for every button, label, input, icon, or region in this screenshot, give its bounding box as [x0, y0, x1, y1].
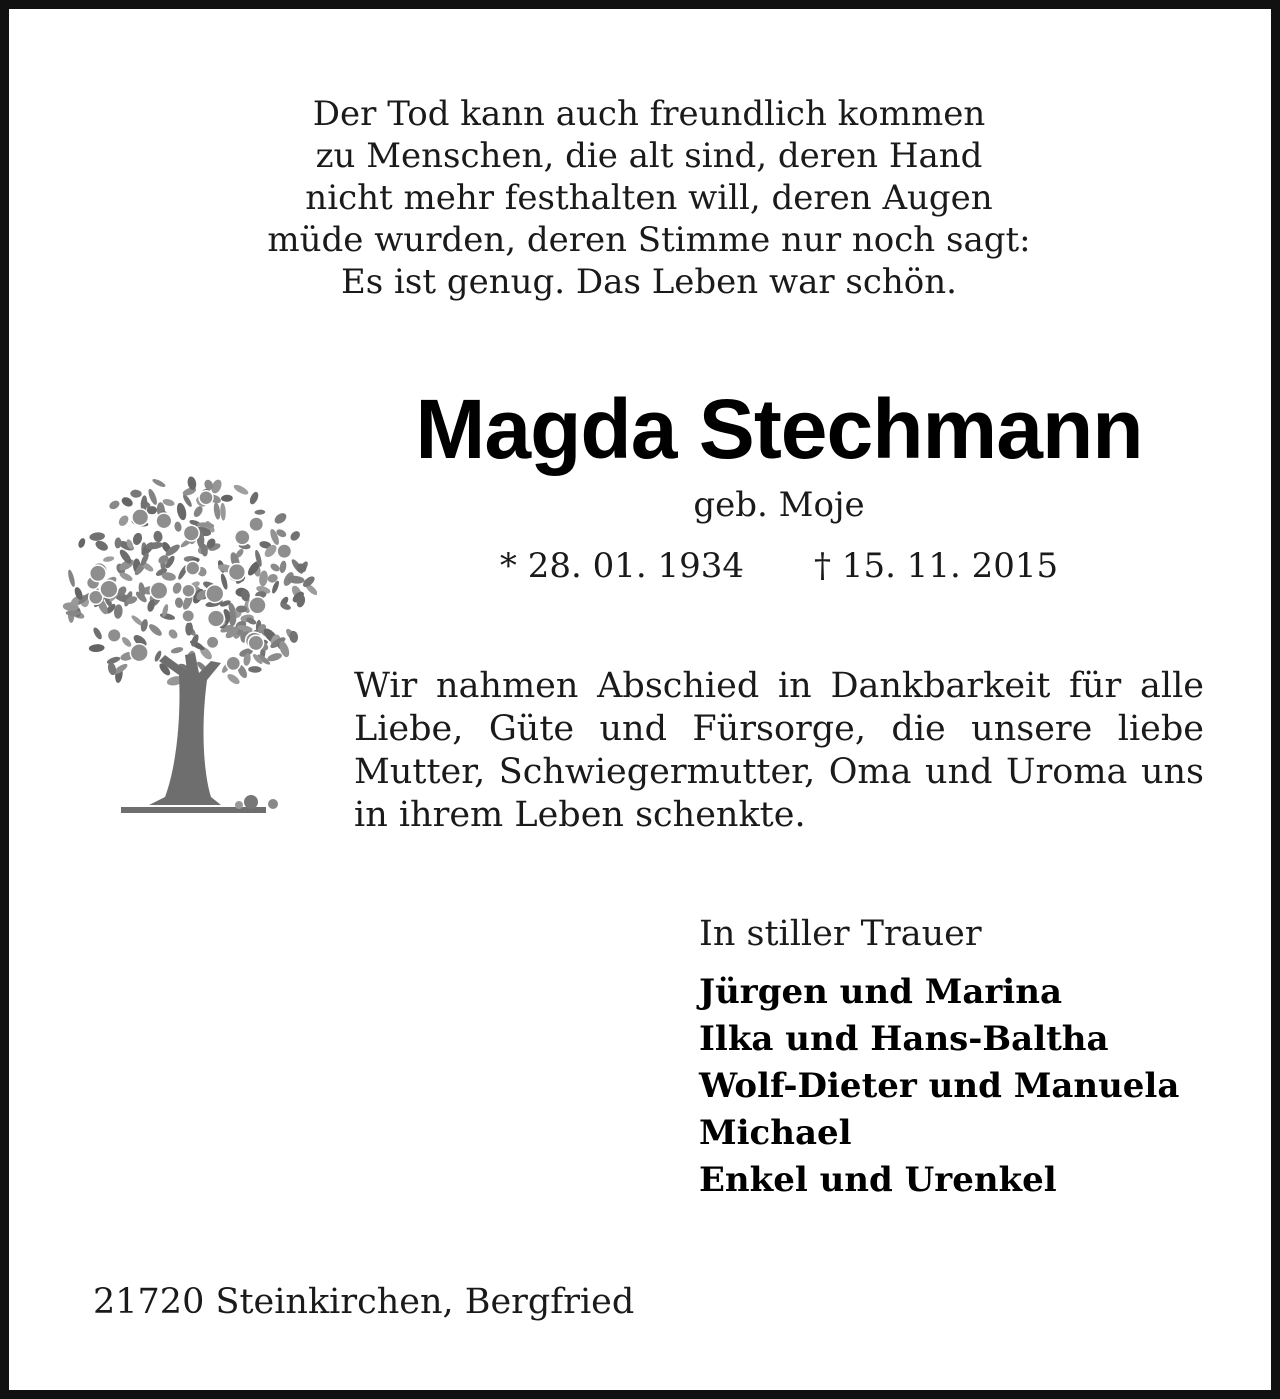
mourners-list [699, 969, 1179, 1204]
tree-leaf [174, 521, 183, 532]
tree-apple [100, 580, 118, 598]
tree-apple [130, 644, 148, 662]
tree-apple [183, 525, 199, 541]
tree-apple [248, 635, 263, 650]
tree-leaf [131, 532, 143, 546]
tree-leaf [248, 491, 260, 506]
tree-apple [277, 544, 291, 558]
tree-leaf [175, 502, 187, 521]
location: 21720 Steinkirchen, Bergfried [93, 1282, 635, 1322]
tree-apple [156, 513, 172, 529]
tree-leaf [269, 562, 281, 573]
poem-line: nicht mehr festhalten will, deren Augen [305, 178, 993, 218]
mourner-name: Michael [699, 1113, 852, 1153]
tree-apple [226, 656, 240, 670]
tree-leaf [159, 612, 175, 621]
tree-leaf [192, 505, 204, 519]
tree-apple [235, 530, 250, 545]
tree-leaf [120, 635, 133, 648]
tree-apple [182, 584, 195, 597]
tree-apple [208, 610, 225, 627]
tree-leaf [254, 509, 265, 515]
tree-leaf [279, 560, 287, 574]
mourner-name: Enkel und Urenkel [699, 1160, 1057, 1200]
tree-leaf [67, 569, 76, 587]
maiden-name: geb. Moje [693, 485, 865, 525]
tree-apple [249, 517, 263, 531]
tree-apple [150, 582, 167, 599]
tree-leaf [167, 628, 179, 641]
tree-leaf [103, 555, 115, 562]
tree-leaf [147, 622, 164, 638]
tree-leaf [171, 582, 182, 595]
poem [9, 93, 1280, 303]
mourner-name: Jürgen und Marina [699, 972, 1062, 1012]
tree-leaf [220, 503, 226, 521]
tree-apple [182, 610, 194, 622]
tree-leaf [108, 499, 121, 511]
tree-apple [249, 597, 266, 614]
tree-leaf [170, 646, 184, 654]
tree-leaf [120, 495, 134, 508]
tree-leaf [140, 618, 149, 632]
mourning-title: In stiller Trauer [699, 914, 982, 954]
tree-leaf [89, 532, 105, 542]
death-date: † 15. 11. 2015 [814, 546, 1059, 586]
tree-apple [132, 509, 149, 526]
tree-leaf [92, 626, 104, 640]
tree-apple [90, 565, 106, 581]
poem-line: müde wurden, deren Stimme nur noch sagt: [267, 220, 1031, 260]
mourner-name: Wolf-Dieter und Manuela [699, 1066, 1180, 1106]
tree-apple [107, 629, 121, 643]
tree-leaf [221, 495, 233, 502]
tree-apple [206, 585, 224, 603]
tree-apple [206, 636, 218, 648]
tree-leaf [151, 478, 166, 489]
deceased-name: Magda Stechmann [415, 382, 1143, 476]
tree-icon [61, 475, 317, 819]
tree-leaf [77, 537, 86, 549]
tree-leaf [174, 597, 183, 608]
tree-leaf [153, 530, 164, 543]
life-dates [329, 543, 1229, 589]
tree-leaf [130, 489, 142, 498]
mourner-name: Ilka und Hans-Baltha [699, 1019, 1109, 1059]
tree-leaf [114, 537, 122, 548]
tree-leaf [89, 644, 105, 653]
poem-line: Der Tod kann auch freundlich kommen [312, 94, 986, 134]
poem-line: Es ist genug. Das Leben war schön. [340, 262, 957, 302]
birth-date: * 28. 01. 1934 [499, 546, 744, 586]
poem-line: zu Menschen, die alt sind, deren Hand [315, 136, 983, 176]
tree-leaf [289, 529, 302, 542]
tree-leaf [273, 511, 289, 526]
tree-leaf [213, 502, 221, 520]
thanks-text: Wir nahmen Abschied in Dankbarkeit für alle Liebe, Güte und Fürsorge, die unsere liebe Mutter, Schwiegermutter, Oma und Uroma uns in ihrem Leben schenkte. [354, 666, 1204, 835]
tree-leaf [232, 483, 249, 497]
tree-leaf [226, 672, 242, 686]
tree-apple [199, 491, 213, 505]
tree-leaf [117, 514, 131, 528]
tree-apple [229, 564, 246, 581]
tree-apple [186, 561, 200, 575]
tree-leaf [248, 666, 262, 673]
